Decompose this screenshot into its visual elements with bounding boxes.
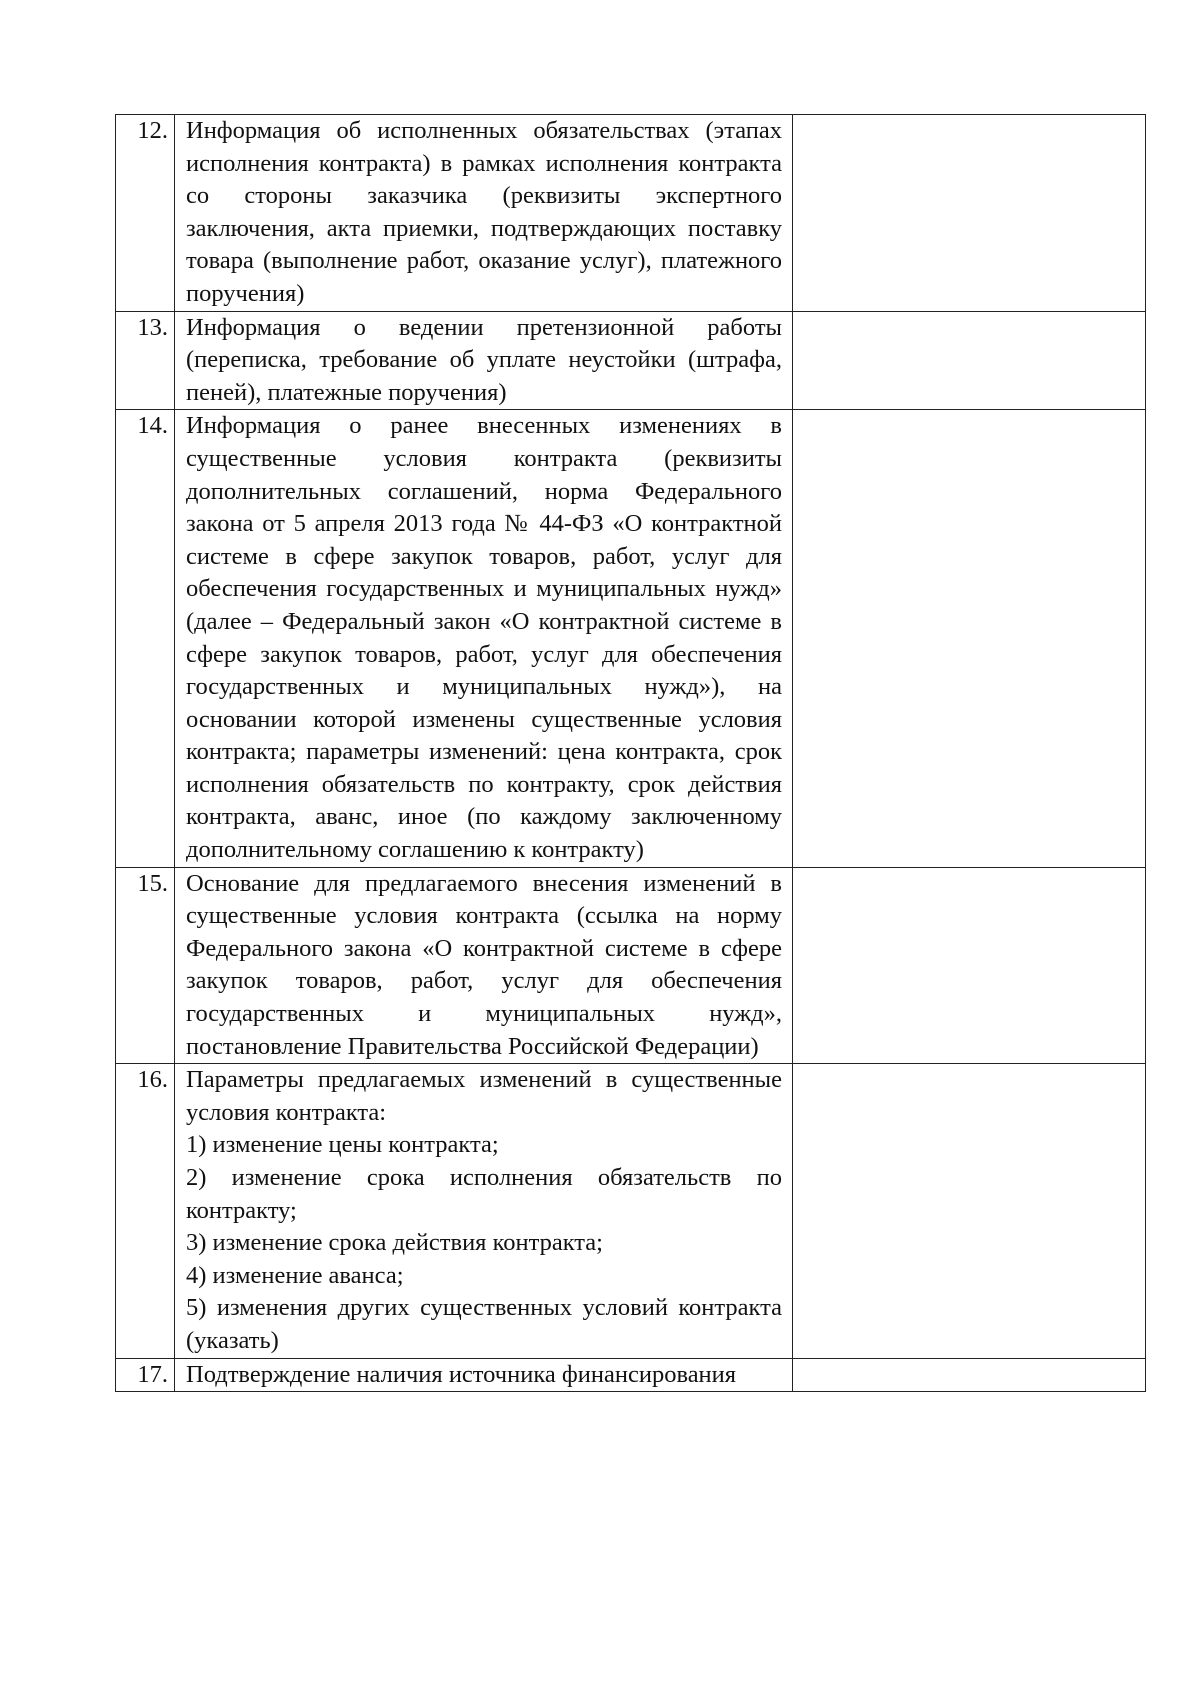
row-value-cell (793, 311, 1146, 410)
row-description (175, 1358, 793, 1392)
row-value-cell (793, 867, 1146, 1064)
row-number: 17. (116, 1358, 175, 1392)
row-number: 12. (116, 115, 175, 312)
table-row (116, 115, 1146, 312)
row-value-cell (793, 1064, 1146, 1358)
table-row (116, 1064, 1146, 1358)
list-item: 1) изменение цены контракта; (186, 1131, 499, 1159)
row-description-text: Информация об исполненных обязательствах (этапах исполнения контракта) в рамках исполнения контракта со стороны заказчика (реквизиты экспертного заключения, акта приемки, подтверждающих поставку товара (выполнение работ, оказание услуг), платежного поручения) (186, 117, 782, 307)
row-value-cell (793, 115, 1146, 312)
row-description-text: Информация о ранее внесенных изменениях в существенные условия контракта (реквизиты дополнительных соглашений, норма Федерального закона от 5 апреля 2013 года № 44-ФЗ «О контрактной системе в сфере закупок товаров, работ, услуг для обеспечения государственных и муниципальных нужд» (далее – Федеральный закон «О контрактной системе в сфере закупок товаров, работ, услуг для обеспечения государственных и муниципальных нужд»), на основании которой изменены существенные условия контракта; параметры изменений: цена контракта, срок исполнения обязательств по контракту, срок действия контракта, аванс, иное (по каждому заключенному дополнительному соглашению к контракту) (186, 412, 782, 864)
row-description (175, 867, 793, 1064)
table-row (116, 311, 1146, 410)
row-description-text: Информация о ведении претензионной работы (переписка, требование об уплате неустойки (штрафа, пеней), платежные поручения) (186, 313, 782, 406)
row-value-cell (793, 1358, 1146, 1392)
row-number: 15. (116, 867, 175, 1064)
list-item: 4) изменение аванса; (186, 1261, 404, 1289)
row-description (175, 1064, 793, 1358)
table-row (116, 1358, 1146, 1392)
row-number: 16. (116, 1064, 175, 1358)
row-description (175, 410, 793, 867)
row-description-text: Основание для предлагаемого внесения изменений в существенные условия контракта (ссылка на норму Федерального закона «О контрактной системе в сфере закупок товаров, работ, услуг для обеспечения государственных и муниципальных нужд», постановление Правительства Российской Федерации) (186, 869, 782, 1060)
row-number: 13. (116, 311, 175, 410)
table-row (116, 867, 1146, 1064)
list-item: 2) изменение срока исполнения обязательств по контракту; (186, 1164, 782, 1224)
table-row (116, 410, 1146, 867)
list-item: 5) изменения других существенных условий контракта (указать) (186, 1294, 782, 1354)
document-table (115, 114, 1146, 1392)
row-description (175, 115, 793, 312)
row-number: 14. (116, 410, 175, 867)
list-item: 3) изменение срока действия контракта; (186, 1229, 603, 1257)
row-intro-text: Параметры предлагаемых изменений в существенные условия контракта: (186, 1066, 782, 1126)
row-description-text: Подтверждение наличия источника финансирования (186, 1360, 737, 1388)
row-value-cell (793, 410, 1146, 867)
row-description (175, 311, 793, 410)
